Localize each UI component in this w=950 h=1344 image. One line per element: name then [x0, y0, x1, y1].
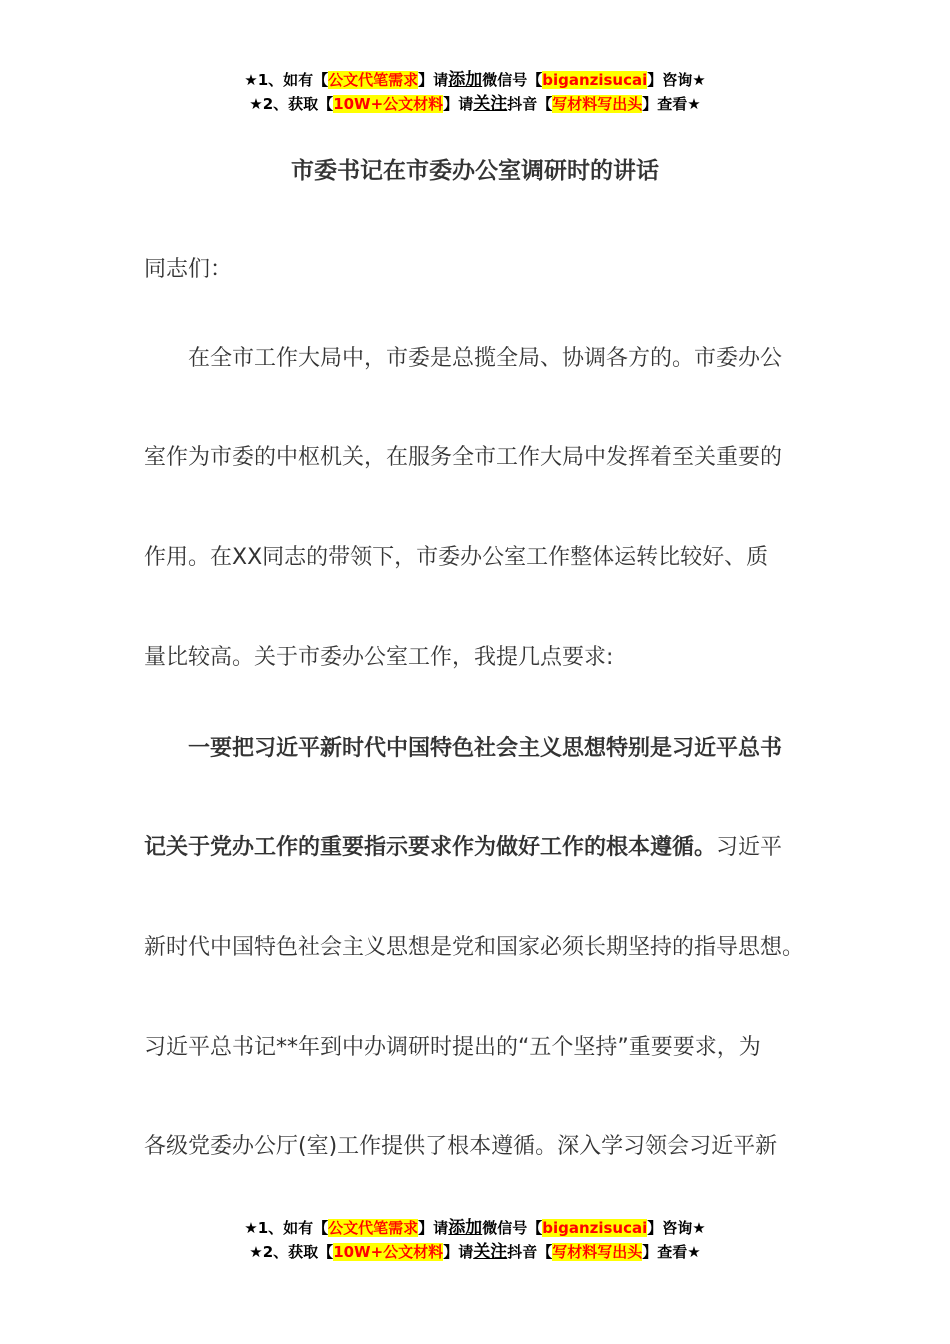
promo-text: 】请 — [443, 1243, 474, 1261]
promo-underline: 关注 — [473, 94, 508, 114]
promo-highlight: 10W+公文材料 — [333, 1243, 444, 1261]
promo-banner-top — [0, 68, 950, 116]
salutation: 同志们： — [144, 257, 233, 282]
paragraph-line: 作用。在XX同志的带领下，市委办公室工作整体运转比较好、质 — [144, 545, 769, 570]
page-title: 市委书记在市委办公室调研时的讲话 — [291, 158, 659, 184]
promo-text: 】查看★ — [642, 95, 701, 113]
paragraph-line: 室作为市委的中枢机关，在服务全市工作大局中发挥着至关重要的 — [144, 445, 783, 470]
promo-highlight: 10W+公文材料 — [333, 95, 444, 113]
promo-text: ★2、获取【 — [249, 1243, 334, 1261]
promo-text: 】请 — [418, 1219, 449, 1237]
promo-text: 微信号【 — [482, 1219, 543, 1237]
promo-highlight: 公文代笔需求 — [328, 1219, 419, 1237]
paragraph-line: 习近平总书记**年到中办调研时提出的“五个坚持”重要要求，为 — [144, 1035, 761, 1060]
promo-text: 】咨询★ — [647, 71, 706, 89]
promo-douyin-name: 写材料写出头 — [552, 95, 643, 113]
promo-text: 】咨询★ — [647, 1219, 706, 1237]
promo-underline: 添加 — [448, 1218, 483, 1238]
paragraph-text: 习近平 — [716, 835, 783, 860]
mixed-line — [144, 830, 824, 861]
paragraph-line: 在全市工作大局中，市委是总揽全局、协调各方的。市委办公 — [144, 346, 783, 371]
promo-text: ★1、如有【 — [244, 71, 329, 89]
promo-line-1 — [0, 68, 950, 92]
promo-underline: 关注 — [473, 1242, 508, 1262]
promo-highlight: 公文代笔需求 — [328, 71, 419, 89]
promo-text: 】请 — [418, 71, 449, 89]
promo-line-1 — [0, 1216, 950, 1240]
promo-text: ★2、获取【 — [249, 95, 334, 113]
promo-text: ★1、如有【 — [244, 1219, 329, 1237]
promo-underline: 添加 — [448, 70, 483, 90]
promo-text: 】请 — [443, 95, 474, 113]
promo-banner-bottom — [0, 1216, 950, 1264]
paragraph-line: 新时代中国特色社会主义思想是党和国家必须长期坚持的指导思想。 — [144, 935, 805, 960]
paragraph-line: 量比较高。关于市委办公室工作，我提几点要求: — [144, 645, 614, 670]
paragraph-line: 各级党委办公厅(室)工作提供了根本遵循。深入学习领会习近平新 — [144, 1134, 778, 1159]
promo-text: 微信号【 — [482, 71, 543, 89]
promo-wechat-id: biganzisucai — [542, 71, 648, 89]
promo-text: 抖音【 — [507, 95, 553, 113]
promo-douyin-name: 写材料写出头 — [552, 1243, 643, 1261]
bold-heading-tail: 记关于党办工作的重要指示要求作为做好工作的根本遵循。 — [144, 835, 717, 860]
bold-heading-line: 一要把习近平新时代中国特色社会主义思想特别是习近平总书 — [144, 736, 783, 761]
promo-text: 】查看★ — [642, 1243, 701, 1261]
promo-line-2 — [0, 1240, 950, 1264]
promo-wechat-id: biganzisucai — [542, 1219, 648, 1237]
promo-line-2 — [0, 92, 950, 116]
promo-text: 抖音【 — [507, 1243, 553, 1261]
